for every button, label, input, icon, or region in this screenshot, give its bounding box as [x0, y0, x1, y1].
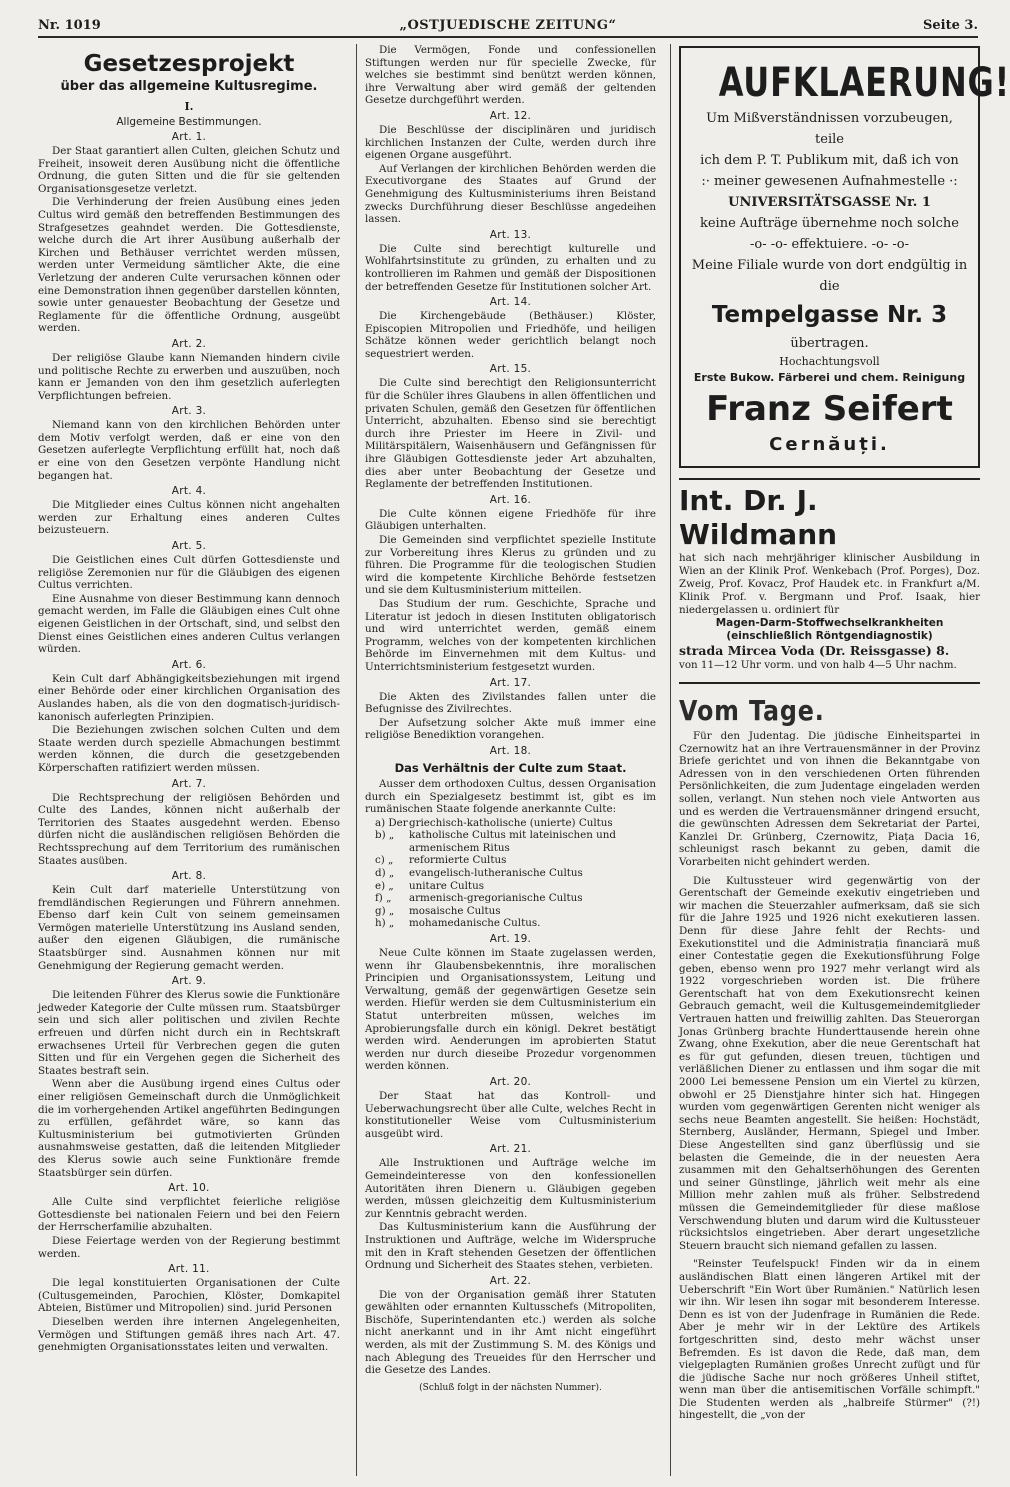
paragraph: Die Kirchengebäude (Bethäuser.) Klöster, Episcopien Mitropolien und Friedhöfe, und heiligen Schätze können weder gerichtlich belangt noch sequestriert werden. [365, 310, 656, 360]
page-header [38, 16, 978, 38]
list-item: b) „ katholische Cultus mit lateinischen und armenischem Ritus [375, 829, 616, 854]
column-2 [356, 44, 656, 1476]
paragraph: Alle Culte sind verpflichtet feierliche religiöse Gottesdienste bei nationalen Feiern und bei den Feiern der Herrscherfamilie abzuhalten. [38, 1196, 340, 1234]
article-heading: Art. 1. [171, 131, 207, 143]
paragraph: Kein Cult darf Abhängigkeitsbeziehungen mit irgend einer Behörde oder einer kirchlichen Organisation des Auslandes haben, als die von den dogmatisch-juridisch-kanonisch auferlegten Prinzipien. [38, 672, 340, 723]
paragraph: Die Gemeinden sind verpflichtet spezielle Institute zur Vorbereitung ihres Klerus zu gründen und zu führen. Die Programme für die teologischen Studien wird die kompetente Kirchliche Behörde festsetzen und sie dem Kultusministerium mitteilen. [365, 534, 656, 597]
list-item: a) Der griechisch-katholische (unierte) Cultus [375, 816, 613, 829]
paragraph: Die Geistlichen eines Cult dürfen Gottesdienste und religiöse Zeremonien nur für die Gläubigen des eigenen Cultus verrichten. [38, 554, 340, 592]
paragraph: Auf Verlangen der kirchlichen Behörden werden die Executivorgane des Staates auf Grund der Genehmigung des Kultusministeriums ihren Beistand zwecks Durchführung dieser Beschlüsse angedeihen lassen. [365, 162, 656, 226]
ad-street: Tempelgasse Nr. 3 [711, 302, 948, 328]
paragraph: Die von der Organisation gemäß ihrer Statuten gewählten oder ernannten Kultusschefs (Mitropoliten, Bischöfe, Superintendanten etc.) werden als solche nicht anerkannt und in ihr Amt nicht eingeführt werden, als mit der Zustimmung S. M. des Königs und nach Ablegung des Treueides für den Herrscher und die Gesetze des Landes. [365, 1288, 656, 1377]
paragraph: Wenn aber die Ausübung irgend eines Cultus oder einer religiösen Gemeinschaft durch die Unmöglichkeit die im vorhergehenden Artikel angeführten Bedingungen zu erfüllen, gefährdet wäre, so kann das Kultusministerium bei gutmotivierten Gründen ausnahmsweise gestatten, daß die leitenden Mitglieder des Klerus sowie auch seine Funktionäre fremde Staatsbürger sein dürfen. [38, 1078, 340, 1179]
cult-list [365, 817, 656, 930]
paragraph: Der Aufsetzung solcher Akte muß immer eine religiöse Benediktion vorangehen. [365, 716, 656, 742]
paragraph: Die Akten des Zivilstandes fallen unter die Befugnisse des Zivilrechtes. [365, 690, 656, 716]
paragraph: Das Studium der rum. Geschichte, Sprache und Literatur ist jedoch in diesen Instituten obligatorisch und wird unterrichtet werden, gemäß einem Programm, welches von der kompetenten kirchlichen Behörde im Einvernehmen mit dem Kultus- und Unterrichtsministerium festgesetzt wurden. [365, 597, 656, 673]
article-heading: Art. 2. [171, 337, 207, 350]
article-heading: Art. 6. [171, 658, 207, 671]
paragraph: Diese Feiertage werden von der Regierung bestimmt werden. [38, 1234, 340, 1260]
paragraph: Die Mitglieder eines Cultus können nicht angehalten werden zur Erhaltung eines anderen Cultes beizusteuern. [38, 499, 340, 537]
paragraph: Das Kultusministerium kann die Ausführung der Instruktionen und Aufträge, welche im Widerspruche mit den in Kraft stehenden Gesetzen der öffentlichen Ordnung und Sicherheit des Staates stehen, verbieten. [365, 1221, 656, 1272]
paragraph: Ausser dem orthodoxen Cultus, dessen Organisation durch ein Spezialgesetz bestimmt ist, gibt es im rumänischen Staate folgende anerkannte Culte: [365, 777, 656, 816]
paragraph: Die Vermögen, Fonde und confessionellen Stiftungen werden nur für specielle Zwecke, für welches sie bestimmt sind benützt werden können, ihre Verwaltung aber wird gemäß der geltenden Gesetze durchgeführt werden. [365, 44, 656, 107]
advertisement-aufklaerung: AUFKLAERUNG! Um Mißverständnissen vorzubeugen, teile ich dem P. T. Publikum mit, daß ich von :· meiner gewesenen Aufnahmestelle ·: UNIVERSITÄTSGASSE Nr. 1 keine Aufträge übernehme noch solche -o- -o- effektuiere. -o- -o- Meine Filiale wurde von dort endgültig in die Tempelgasse Nr. 3 übertragen. Hochachtungsvoll Erste Bukow. Färberei und chem. Reinigung Franz Seifert Cernăuți. [679, 46, 980, 468]
list-item: d) „ evangelisch-lutheranische Cultus [375, 867, 583, 880]
article-heading: Art. 16. [489, 493, 532, 506]
paragraph: Die Verhinderung der freien Ausübung eines jeden Cultus wird gemäß den betreffenden Bestimmungen des Strafgesetzes geahndet werden. Die Gottesdienste, welche durch die Art ihrer Ausübung außerhalb der Kirchen und Bethäuser verrichtet werden müssen, werden unter Vermeidung sämtlicher Akte, die eine Verletzung der anderen Culte verursachen können oder eine Demonstration ihnen gegenüber darstellen könnten, sowie unter genauester Beobachtung der Gesetze und Reglamente für die öffentliche Ordnung, ausgeübt werden. [38, 196, 340, 335]
section-heading: Allgemeine Bestimmungen. [116, 116, 262, 128]
article-heading: Art. 19. [489, 933, 532, 946]
divider [679, 682, 980, 684]
article-heading: Art. 20. [489, 1075, 532, 1088]
ad-owner: Franz Seifert [706, 389, 953, 429]
paragraph: Die Kultussteuer wird gegenwärtig von der Gerentschaft der Gemeinde exekutiv eingetrieben und wir machen die Steuerzahler aufmerksam, daß sie sich für die Jahre 1925 und 1926 nicht exekutieren lassen. Denn für diese Jahre fehlt der Rechts- und Exekutionstitel und die Administrația financiară muß einer Contestație gegen die Exekutionsführung Folge geben, ebenso wenn pro 1927 mehr verlangt wird als 1922 vorgeschrieben worden ist. Die frühere Gerentschaft hat von dem Exekutionsrecht keinen Gebrauch gemacht, weil die Kultusgemeindemitglieder Vertrauen hatten und freiwillig zahlten. Das Steuerorgan Jonas Grünberg brachte Hunderttausende herein ohne Zwang, ohne Exekution, aber die neue Gerentschaft hat es für gut gefunden, diesen treuen, tüchtigen und verläßlichen Diener zu entlassen und ihm sogar die mit 2000 Lei bemessene Pension um ein Viertel zu kürzen, obwohl er 25 Dienstjahre hinter sich hat. Hingegen wurden vom gegenwärtigen Gerenten nicht weniger als sechs neue Beamten angestellt. Sie heißen: Hochstädt, Sternberg, Ausländer, Hermann, Spiegel und Imber. Diese Angestellten sind ganz überflüssig und sie belasten die Gemeinde, die in der neuesten Aera zusammen mit den Gehaltserhöhungen des Gerenten und seiner Günstlinge, jährlich weit mehr als eine Million mehr zahlen muß als früher. Selbstredend müssen die Gemeindemitglieder für diese maßlose Verschwendung bluten und darum wird die Kultussteuer rücksichtslos eingetrieben. Aber derart ungesetzliche Steuern braucht sich niemand gefallen zu lassen. [679, 874, 980, 1252]
paragraph: Die Beschlüsse der disciplinären und juridisch kirchlichen Instanzen der Culte, werden durch ihre eigenen Organe ausgeführt. [365, 123, 656, 162]
paragraph: Der Staat hat das Kontroll- und Ueberwachungsrecht über alle Culte, welches Recht in konstitutioneller Weise vom Cultusministerium ausgeübt wird. [365, 1089, 656, 1140]
continuation-note: (Schluß folgt in der nächsten Nummer). [419, 1382, 602, 1393]
paragraph: Für den Judentag. Die jüdische Einheitspartei in Czernowitz hat an ihre Vertrauensmänner in der Provinz Briefe gerichtet und von ihnen die Bekanntgabe von Adressen von in den verschiedenen Orten führenden Persönlichkeiten, die zum Judentage eingeladen werden sollen, verlangt. Nun stehen noch viele Antworten aus und es werden die Vertrauensmänner dringend ersucht, die gewünschten Adressen dem Sekretariat der Partei, Kanzlei Dr. Grünberg, Czernowitz, Piața Dacia 16, schleunigst rasch bekannt zu geben, damit die Vorarbeiten nicht gehindert werden. [679, 730, 980, 868]
article-heading: Art. 12. [489, 109, 532, 122]
article-heading: Art. 4. [171, 485, 207, 498]
article-heading: Art. 9. [171, 975, 207, 988]
paragraph: Die Culte sind berechtigt kulturelle und Wohlfahrtsinstitute zu gründen, zu erhalten und zu kontrollieren im Rahmen und gemäß der Dispositionen der betreffenden Gesetze für Institutionen solcher Art. [365, 242, 656, 293]
article-heading: Art. 22. [489, 1274, 532, 1287]
paragraph: Die Beziehungen zwischen solchen Culten und dem Staate werden durch spezielle Abmachungen bestimmt werden können, die durch die gesetzgebenden Körperschaften ratifiziert werden müssen. [38, 724, 340, 774]
newspaper-name: „OSTJUEDISCHE ZEITUNG“ [399, 18, 617, 33]
article-subtitle: über das allgemeine Kultusregime. [60, 79, 318, 94]
list-item: e) „ unitare Cultus [375, 879, 484, 892]
paragraph: Die Culte können eigene Friedhöfe für ihre Gläubigen unterhalten. [365, 507, 656, 533]
ad-city: Cernăuți. [769, 434, 890, 455]
article-heading: Art. 13. [489, 228, 532, 241]
article-title: Gesetzesprojekt [83, 51, 295, 77]
issue-number: Nr. 1019 [38, 18, 101, 33]
list-item: f) „ armenisch-gregorianische Cultus [375, 892, 583, 905]
article-heading: Art. 3. [171, 405, 207, 418]
paragraph: Kein Cult darf materielle Unterstützung von fremdländischen Regierungen und Führern annehmen. Ebenso darf kein Cult von seinem gemeinsamen Vermögen materielle Unterstützung ins Ausland senden, außer den eigenen Gläubigen, die rumänische Staatsbürger sind. Ausnahmen können nur mit Genehmigung der Regierung gemacht werden. [38, 884, 340, 972]
article-heading: Art. 10. [168, 1182, 210, 1195]
article-heading: Art. 8. [171, 870, 207, 883]
column-3 [670, 44, 1010, 1476]
divider [679, 478, 980, 480]
column-1 [38, 44, 340, 1476]
paragraph: Die Culte sind berechtigt den Religionsunterricht für die Schüler ihres Glaubens in allen öffentlichen und privaten Schulen, gemäß den Gesetzen für öffentlichen Unterricht, abzuhalten. Ebenso sind sie berechtigt durch ihre Priester im Heere in Zivil- und Militärspitälern, Waisenhäusern und Gefängnissen für ihre Gläubigen Gottesdienste jeder Art abzuhalten, dies aber unter Beobachtung der Gesetze und Reglamente der betreffenden Institutionen. [365, 377, 656, 491]
paragraph: Dieselben werden ihre internen Angelegenheiten, Vermögen und Stiftungen gemäß ihres nach Art. 47. genehmigten Organisationsstates leiten und verwalten. [38, 1315, 340, 1354]
ad-headline: AUFKLAERUNG! [718, 60, 1010, 106]
list-item: g) „ mosaische Cultus [375, 904, 501, 917]
page-number: Seite 3. [923, 18, 978, 33]
paragraph: Der religiöse Glaube kann Niemanden hindern civile und politische Rechte zu erwerben und auszuüben, noch kann er Jemanden von den ihm gesetzlich auferlegten Verpflichtungen befreien. [38, 351, 340, 402]
article-heading: Art. 14. [489, 296, 532, 309]
section-heading: Das Verhältnis der Culte zum Staat. [394, 760, 627, 775]
doctor-name: Int. Dr. J. Wildmann [679, 484, 838, 551]
article-heading: Art. 5. [171, 540, 207, 553]
paragraph: Niemand kann von den kirchlichen Behörden unter dem Motiv verfolgt werden, daß er eine von den Gesetzen auferlegte Verpflichtung erfüllt hat, noch daß er eine von den Gesetzen verpönte Handlung nicht begangen hat. [38, 419, 340, 482]
paragraph: Die legal konstituierten Organisationen der Culte (Cultusgemeinden, Parochien, Klöster, Domkapitel Abteien, Bistümer und Mitropolien) sind. jurid Personen [38, 1277, 340, 1315]
part-number: I. [184, 100, 194, 113]
paragraph: Eine Ausnahme von dieser Bestimmung kann dennoch gemacht werden, im Falle die Gläubigen eines Cult ohne eigenen Geistlichen in der Ortschaft, sind, und selbst den Dienst eines Geistlichen eines anderen Cultus verlangen würden. [38, 592, 340, 656]
article-heading: Art. 15. [489, 363, 532, 376]
list-item: c) „ reformierte Cultus [375, 854, 507, 867]
article-heading: Art. 11. [168, 1263, 210, 1276]
paragraph: Neue Culte können im Staate zugelassen werden, wenn ihr Glaubensbekenntnis, ihre moralischen Principien und Organisationssystem, Leitung und Verwaltung, gemäß der gegenwärtigen Gesetze sein werden. Hiefür werden sie dem Cultusministerium ein Statut unterbreiten müssen, welches im Aprobierungsfalle durch ein königl. Dekret bestätigt werden wird. Aenderungen im aprobierten Statut werden nur durch dieseibe Prozedur vorgenommen werden können. [365, 947, 656, 1073]
paragraph: Die leitenden Führer des Klerus sowie die Funktionäre jedweder Kategorie der Culte müssen rum. Staatsbürger sein und sich aller politischen und zivilen Rechte erfreuen und dürfen nicht durch ein in Rechtskraft erwachsenes Urteil für Verbrechen gegen die guten Sitten und für ein Vergehen gegen die Sicherheit des Staates bestraft sein. [38, 989, 340, 1077]
section-title: Vom Tage. [679, 694, 825, 727]
paragraph: Alle Instruktionen und Aufträge welche im Gemeindeinteresse von den konfessionellen Autoritäten ihren Dienern u. Gläubigen gegeben werden, müssen gleichzeitig dem Kultusministerium zur Kenntnis gebracht werden. [365, 1157, 656, 1220]
paragraph: "Reinster Teufelspuck! Finden wir da in einem ausländischen Blatt einen längeren Artikel mit der Ueberschrift "Ein Wort über Rumänien." Natürlich lesen wir ihn. Wir lesen ihn sogar mit besonderem Interesse. Denn es ist von der Judenfrage in Rumänien die Rede. Aber je mehr wir in der Lektüre des Artikels fortgeschritten sind, desto mehr wächst unser Befremden. Es ist davon die Rede, daß man, dem vielgeplagten Rumänien großes Unrecht zufügt und für die jüdische Sache nur noch größeres Unheil stiftet, wenn man über die antisemitischen Vorfälle schimpft." Die Studenten werden als „halbreife Stürmer" (?!) hingestellt, die „von der [679, 1258, 980, 1422]
paragraph: Der Staat garantiert allen Culten, gleichen Schutz und Freiheit, insoweit deren Ausübung nicht die öffentliche Ordnung, die guten Sitten und die für sie geltenden Organisationsgesetze verletzt. [38, 145, 340, 195]
list-item: h) „ mohamedanische Cultus. [375, 917, 541, 930]
paragraph: Die Rechtsprechung der religiösen Behörden und Culte des Landes, können nicht außerhalb der Territorien des Staates ausgedehnt werden. Ebenso dürfen nicht die ausländischen religiösen Behörden die Rechtssprechung auf dem Territorium des rumänischen Staates ausüben. [38, 791, 340, 867]
article-heading: Art. 7. [171, 777, 207, 790]
article-heading: Art. 18. [489, 744, 532, 757]
article-heading: Art. 17. [489, 676, 532, 689]
article-heading: Art. 21. [489, 1143, 532, 1156]
advertisement-doctor: Int. Dr. J. Wildmann hat sich nach mehrjähriger klinischer Ausbildung in Wien an der Klinik Prof. Wenkebach (Prof. Porges), Doz. Zweig, Prof. Kovacz, Prof Haudek etc. in Frankfurt a/M. Klinik Prof. v. Bergmann und Prof. Isaak, hier niedergelassen u. ordiniert für Magen-Darm-Stoffwechselkrankheiten (einschließlich Röntgendiagnostik) strada Mircea Voda (Dr. Reissgasse) 8. von 11—12 Uhr vorm. und von halb 4—5 Uhr nachm. [679, 484, 980, 671]
